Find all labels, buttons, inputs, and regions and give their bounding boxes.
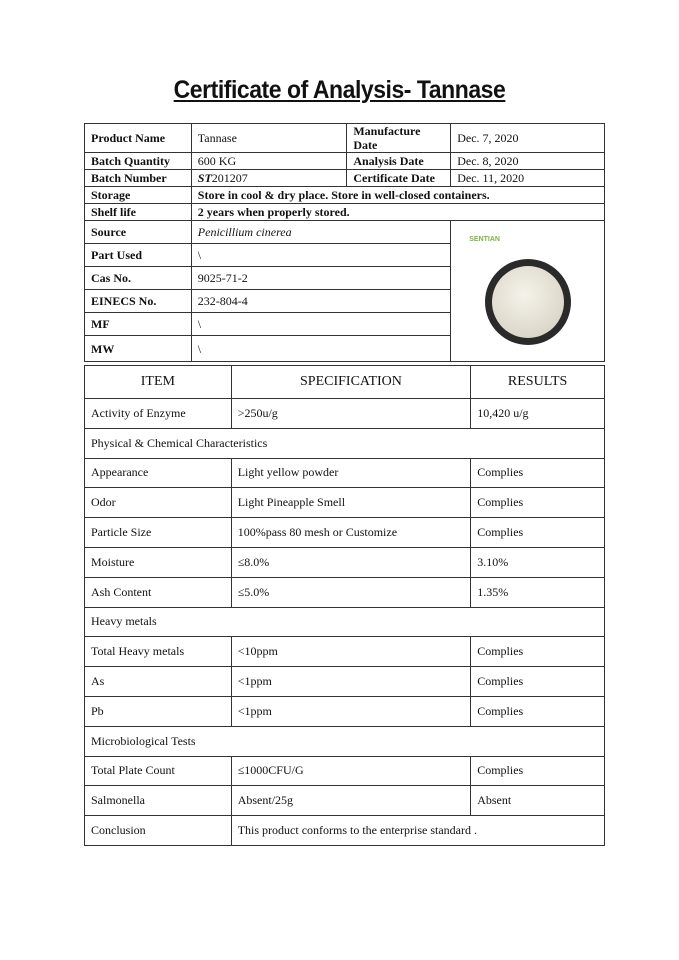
specification-cell: >250u/g (231, 399, 471, 429)
item-cell: Moisture (85, 547, 232, 577)
product-info-table (84, 123, 605, 362)
specification-cell: Light Pineapple Smell (231, 488, 471, 518)
item-cell: Total Heavy metals (85, 637, 232, 667)
item-cell: Salmonella (85, 786, 232, 816)
sentian-logo: SENTIAN (469, 236, 500, 243)
result-cell: Absent (471, 786, 605, 816)
mw-label: MW (85, 336, 192, 362)
einecs-value: 232-804-4 (191, 290, 450, 313)
section-row (85, 726, 605, 756)
item-cell: Activity of Enzyme (85, 399, 232, 429)
source-label: Source (85, 221, 192, 244)
part-used-label: Part Used (85, 244, 192, 267)
table-row (85, 547, 605, 577)
section-row (85, 607, 605, 637)
storage-value: Store in cool & dry place. Store in well-closed containers. (191, 187, 604, 204)
conclusion-label: Conclusion (85, 816, 232, 846)
result-cell: 1.35% (471, 577, 605, 607)
source-text: Penicillium cinerea (197, 225, 292, 239)
specification-cell: <1ppm (231, 696, 471, 726)
item-cell: As (85, 667, 232, 697)
product-name-value: Tannase (191, 124, 347, 153)
result-cell: 10,420 u/g (471, 399, 605, 429)
specification-cell: <10ppm (231, 637, 471, 667)
batch-number-value (191, 170, 347, 187)
result-cell: Complies (471, 518, 605, 548)
mw-value: \ (191, 336, 450, 362)
certificate-date-value: Dec. 11, 2020 (451, 170, 605, 187)
product-name-label: Product Name (85, 124, 192, 153)
result-cell: Complies (471, 696, 605, 726)
table-row (85, 577, 605, 607)
specification-cell: Absent/25g (231, 786, 471, 816)
product-image (451, 221, 605, 362)
specification-table (84, 365, 605, 846)
batch-number-label: Batch Number (85, 170, 192, 187)
table-row (85, 786, 605, 816)
page-title: Certificate of Analysis- Tannase (173, 76, 506, 104)
item-cell: Appearance (85, 458, 232, 488)
batch-number-prefix: ST (197, 171, 212, 185)
table-row (85, 399, 605, 429)
storage-label: Storage (85, 187, 192, 204)
cas-value: 9025-71-2 (191, 267, 450, 290)
result-cell: Complies (471, 488, 605, 518)
table-row (85, 518, 605, 548)
specification-cell: 100%pass 80 mesh or Customize (231, 518, 471, 548)
table-row (85, 458, 605, 488)
mf-value: \ (191, 313, 450, 336)
source-value (191, 221, 450, 244)
item-cell: Ash Content (85, 577, 232, 607)
item-cell: Particle Size (85, 518, 232, 548)
item-cell: Pb (85, 696, 232, 726)
manufacture-date-value: Dec. 7, 2020 (451, 124, 605, 153)
analysis-date-label: Analysis Date (347, 153, 451, 170)
result-cell: Complies (471, 667, 605, 697)
header-results: RESULTS (471, 366, 605, 399)
analysis-date-value: Dec. 8, 2020 (451, 153, 605, 170)
batch-quantity-label: Batch Quantity (85, 153, 192, 170)
section-row (85, 428, 605, 458)
section-heading: Physical & Chemical Characteristics (85, 428, 605, 458)
item-cell: Odor (85, 488, 232, 518)
manufacture-date-label: Manufacture Date (347, 124, 451, 153)
result-cell: Complies (471, 458, 605, 488)
part-used-value: \ (191, 244, 450, 267)
conclusion-value: This product conforms to the enterprise standard . (231, 816, 604, 846)
shelf-life-value: 2 years when properly stored. (191, 204, 604, 221)
mf-label: MF (85, 313, 192, 336)
result-cell: Complies (471, 756, 605, 786)
einecs-label: EINECS No. (85, 290, 192, 313)
table-row (85, 696, 605, 726)
result-cell: Complies (471, 637, 605, 667)
specification-cell: ≤1000CFU/G (231, 756, 471, 786)
table-row (85, 637, 605, 667)
certificate-date-label: Certificate Date (347, 170, 451, 187)
table-row (85, 756, 605, 786)
cas-label: Cas No. (85, 267, 192, 290)
header-specification: SPECIFICATION (231, 366, 471, 399)
table-row (85, 667, 605, 697)
item-cell: Total Plate Count (85, 756, 232, 786)
specification-cell: ≤5.0% (231, 577, 471, 607)
section-heading: Heavy metals (85, 607, 605, 637)
section-heading: Microbiological Tests (85, 726, 605, 756)
specification-cell: ≤8.0% (231, 547, 471, 577)
shelf-life-label: Shelf life (85, 204, 192, 221)
specification-cell: <1ppm (231, 667, 471, 697)
header-item: ITEM (85, 366, 232, 399)
powder-bowl-image (485, 259, 571, 345)
specification-cell: Light yellow powder (231, 458, 471, 488)
table-row (85, 488, 605, 518)
result-cell: 3.10% (471, 547, 605, 577)
batch-number-digits: 201207 (211, 171, 248, 185)
batch-quantity-value: 600 KG (191, 153, 347, 170)
